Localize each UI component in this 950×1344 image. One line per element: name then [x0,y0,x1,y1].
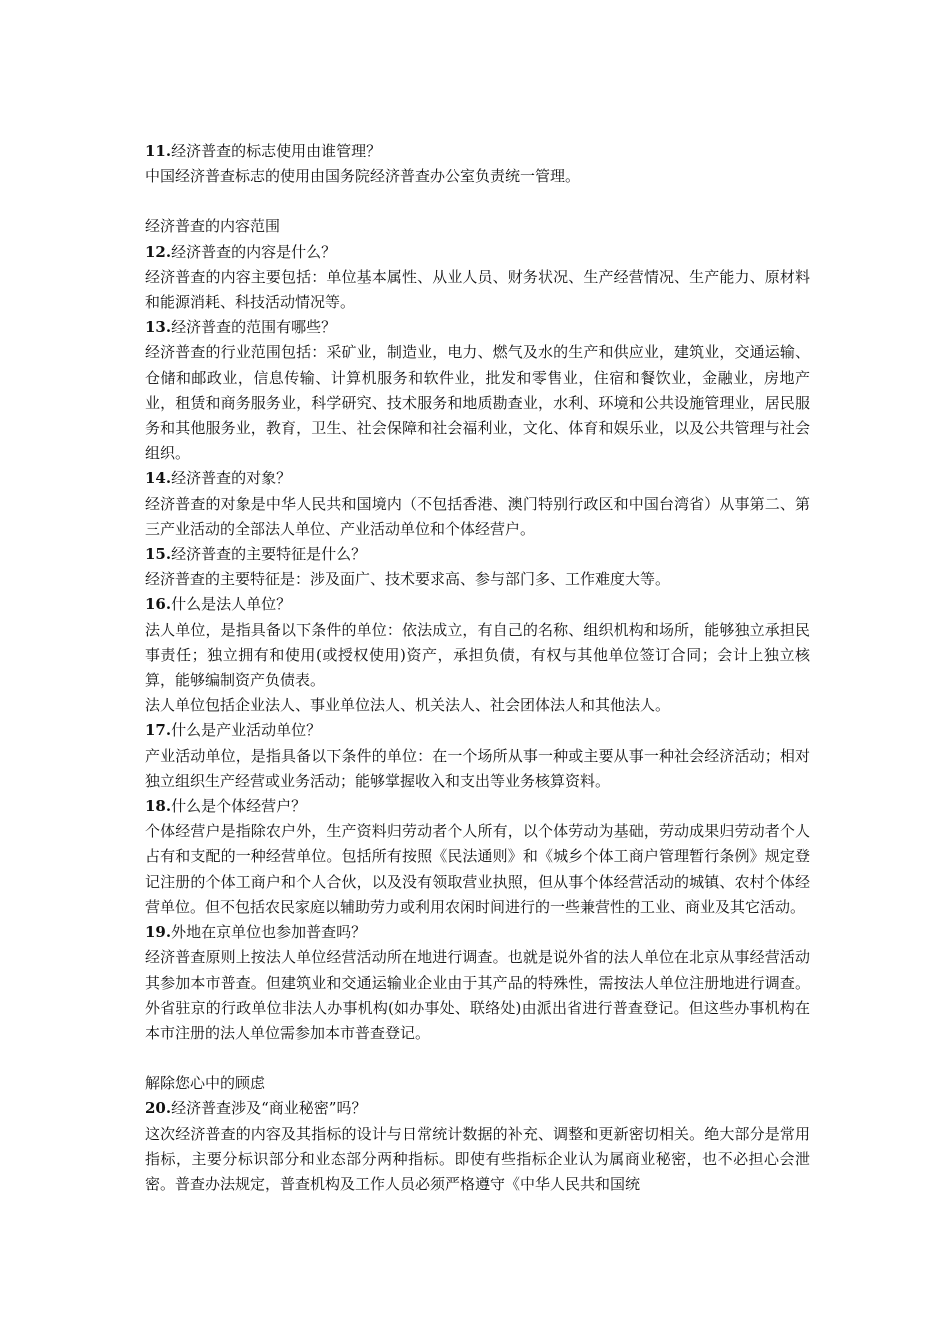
question-number: 20. [145,1099,172,1118]
answer-paragraph: 法人单位，是指具备以下条件的单位：依法成立，有自己的名称、组织机构和场所，能够独立承担民事责任；独立拥有和使用(或授权使用)资产，承担负债，有权与其他单位签订合同；会计上独立核算，能够编制资产负债表。 [145,620,810,690]
question-text: 经济普查涉及“商业秘密”吗？ [171,1099,367,1118]
question-text: 什么是个体经营户？ [171,797,307,816]
document-page [145,139,810,1197]
answer-paragraph: 这次经济普查的内容及其指标的设计与日常统计数据的补充、调整和更新密切相关。绝大部分是常用指标，主要分标识部分和业态部分两种指标。即使有些指标企业认为属商业秘密，也不必担心会泄密。普查办法规定，普查机构及工作人员必须严格遵守《中华人民共和国统 [145,1124,810,1193]
question-number: 18. [145,797,172,816]
question-heading [145,794,810,819]
question-text: 外地在京单位也参加普查吗？ [171,923,367,942]
question-number: 16. [145,595,172,614]
answer-paragraph: 经济普查原则上按法人单位经营活动所在地进行调查。也就是说外省的法人单位在北京从事经营活动其参加本市普查。但建筑业和交通运输业企业由于其产品的特殊性，需按法人单位注册地进行调查。外省驻京的行政单位非法人办事机构(如办事处、联络处)由派出省进行普查登记。但这些办事机构在本市注册的法人单位需参加本市普查登记。 [145,948,810,1042]
question-number: 11. [145,142,172,160]
question-heading [145,1096,810,1121]
answer-paragraph: 产业活动单位，是指具备以下条件的单位：在一个场所从事一种或主要从事一种社会经济活动；相对独立组织生产经营或业务活动；能够掌握收入和支出等业务核算资料。 [145,746,810,790]
paragraph-spacer [145,189,810,214]
question-text: 经济普查的标志使用由谁管理？ [171,142,382,160]
answer-paragraph: 经济普查的主要特征是：涉及面广、技术要求高、参与部门多、工作难度大等。 [145,570,671,589]
question-number: 15. [145,545,172,564]
question-heading [145,466,810,491]
question-text: 什么是法人单位？ [171,595,292,614]
question-heading [145,542,810,567]
question-text: 经济普查的范围有哪些？ [171,318,337,337]
question-heading [145,920,810,945]
question-heading [145,139,810,164]
question-text: 经济普查的主要特征是什么？ [171,545,367,564]
question-heading [145,718,810,743]
question-heading [145,315,810,340]
question-heading [145,592,810,617]
section-heading: 解除您心中的顾虑 [145,1074,266,1093]
answer-paragraph: 经济普查的行业范围包括：采矿业，制造业，电力、燃气及水的生产和供应业，建筑业，交通运输、仓储和邮政业，信息传输、计算机服务和软件业，批发和零售业，住宿和餐饮业，金融业，房地产业，租赁和商务服务业，科学研究、技术服务和地质勘查业，水利、环境和公共设施管理业，居民服务和其他服务业，教育，卫生、社会保障和社会福利业，文化、体育和娱乐业，以及公共管理与社会组织。 [145,343,810,463]
question-text: 经济普查的内容是什么？ [171,242,337,261]
answer-paragraph: 经济普查的对象是中华人民共和国境内（不包括香港、澳门特别行政区和中国台湾省）从事第二、第三产业活动的全部法人单位、产业活动单位和个体经营户。 [145,494,810,538]
answer-paragraph: 中国经济普查标志的使用由国务院经济普查办公室负责统一管理。 [145,167,581,186]
question-heading [145,240,810,265]
question-text: 经济普查的对象？ [171,469,292,488]
question-number: 13. [145,318,172,337]
question-number: 12. [145,242,172,261]
paragraph-spacer [145,1046,810,1071]
answer-paragraph: 经济普查的内容主要包括：单位基本属性、从业人员、财务状况、生产经营情况、生产能力、原材料和能源消耗、科技活动情况等。 [145,267,810,312]
answer-paragraph: 法人单位包括企业法人、事业单位法人、机关法人、社会团体法人和其他法人。 [145,696,671,715]
question-number: 19. [145,923,172,942]
question-number: 14. [145,469,172,488]
section-heading: 经济普查的内容范围 [145,217,281,236]
question-text: 什么是产业活动单位？ [171,721,322,740]
answer-paragraph: 个体经营户是指除农户外，生产资料归劳动者个人所有，以个体劳动为基础，劳动成果归劳动者个人占有和支配的一种经营单位。包括所有按照《民法通则》和《城乡个体工商户管理暂行条例》规定登记注册的个体工商户和个人合伙，以及没有领取营业执照，但从事个体经营活动的城镇、农村个体经营单位。但不包括农民家庭以辅助劳力或利用农闲时间进行的一些兼营性的工业、商业及其它活动。 [145,822,810,916]
question-number: 17. [145,721,172,740]
